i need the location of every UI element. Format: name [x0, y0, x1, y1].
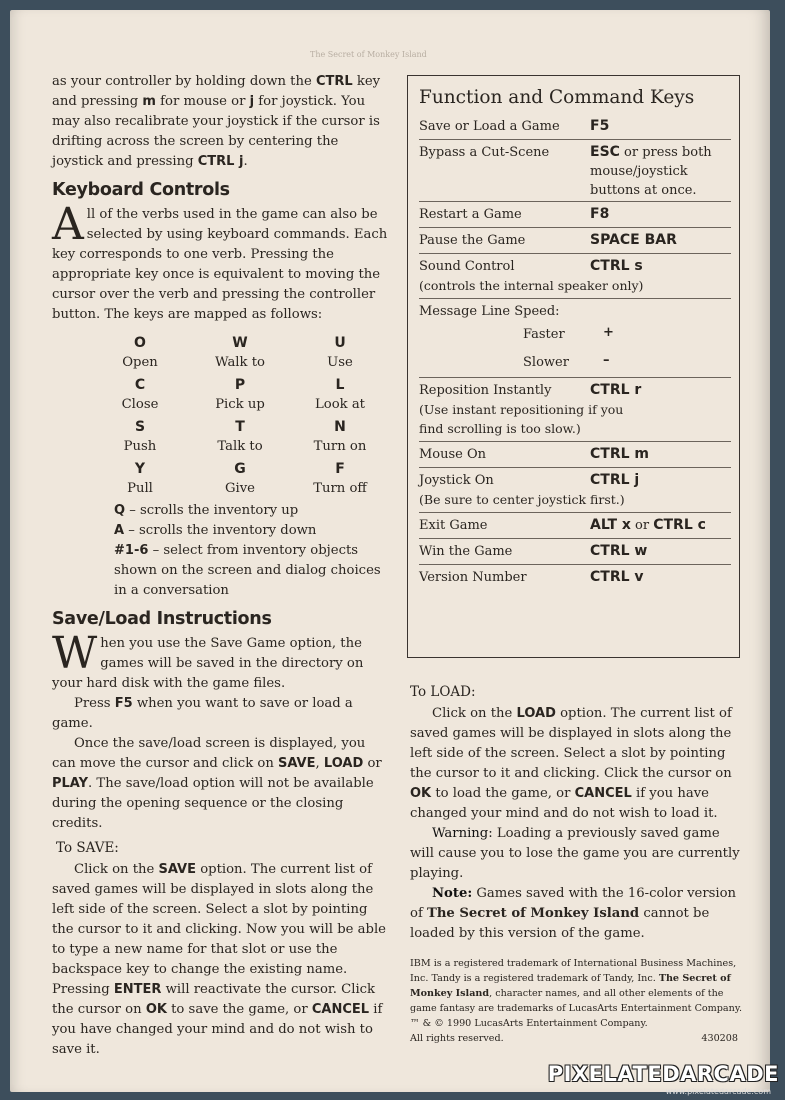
- key-letter: G: [234, 461, 246, 477]
- save-load-f5: Press F5 when you want to save or load a game.: [52, 696, 353, 731]
- cmd-row-message-speed: Message Line Speed: Faster + Slower –: [419, 299, 731, 378]
- note-paragraph: Note: Games saved with the 16-color version of The Secret of Monkey Island cannot be loaded by this version of the game.: [410, 886, 737, 941]
- key-verb: Look at: [315, 397, 365, 412]
- key-mapping-item: [290, 417, 390, 457]
- key-mapping-item: [290, 375, 390, 415]
- save-load-options: Once the save/load screen is displayed, you can move the cursor and click on SAVE, LOAD or PLAY. The save/load option will not be available during the opening sequence or the closing credits.: [52, 736, 382, 831]
- key-mapping-item: [90, 417, 190, 457]
- key-verb: Turn off: [313, 481, 367, 496]
- cmd-row-pause: Pause the Game SPACE BAR: [419, 228, 731, 254]
- key-verb: Close: [121, 397, 159, 412]
- keyboard-controls-heading: Keyboard Controls: [52, 180, 230, 200]
- cmd-row-sound: Sound Control (controls the internal speaker only) CTRL s: [419, 254, 731, 299]
- key-verb: Pick up: [215, 397, 265, 412]
- to-save-body: Click on the SAVE option. The current list of saved games will be displayed in slots along the left side of the screen. Select a slot by pointing the cursor to it and clicking. Now you will be able to type a new name for that slot or use the backspace key to change the existing name. Pressing ENTER will reactivate the cursor. Click the cursor on OK to save the game, or CANCEL if you have changed your mind and do not wish to save it.: [52, 862, 386, 1057]
- key-letter: C: [134, 377, 146, 393]
- to-load-body: Click on the LOAD option. The current list of saved games will be displayed in slots along the left side of the screen. Select a slot by pointing the cursor to it and clicking. Click the cursor on OK to load the game, or CANCEL if you have changed your mind and do not wish to load it.: [410, 706, 732, 821]
- to-load-heading: To LOAD:: [410, 684, 476, 700]
- key-mapping-item: [190, 333, 290, 373]
- save-load-intro: When you use the Save Game option, the games will be saved in the directory on your hard disk with the game files.: [52, 628, 364, 691]
- key-verb: Walk to: [215, 355, 265, 370]
- key-verb: Turn on: [313, 439, 367, 454]
- left-column: [52, 72, 388, 1060]
- to-save-heading: To SAVE:: [56, 840, 119, 856]
- cmd-row-mouse: Mouse On CTRL m: [419, 442, 731, 468]
- key-letter: O: [134, 335, 146, 351]
- watermark-logo: PIXELATEDARCADE: [547, 1062, 779, 1086]
- key-mapping-item: [190, 375, 290, 415]
- cmd-row-joystick: Joystick On (Be sure to center joystick first.) CTRL j: [419, 468, 731, 513]
- key-letter: T: [235, 419, 245, 435]
- key-verb: Push: [123, 439, 157, 454]
- key-letter: N: [334, 419, 346, 435]
- manual-page: [10, 10, 770, 1092]
- drop-cap: W: [52, 628, 98, 679]
- scroll-key-item: A – scrolls the inventory down: [114, 523, 317, 538]
- cmd-row-bypass: Bypass a Cut-Scene ESC or press both mouse/joystick buttons at once.: [419, 140, 731, 202]
- scroll-key-item: Q – scrolls the inventory up: [114, 503, 299, 518]
- key-letter: L: [335, 377, 345, 393]
- key-verb: Talk to: [217, 439, 263, 454]
- save-load-heading: Save/Load Instructions: [52, 609, 272, 629]
- key-mapping-item: [90, 333, 190, 373]
- key-letter: P: [234, 377, 246, 393]
- key-verb: Open: [122, 355, 158, 370]
- legal-notice: IBM is a registered trademark of International Business Machines, Inc. Tandy is a registered trademark of Tandy, Inc. The Secret of Monkey Island, character names, and all other elements of the game fantasy are trademarks of LucasArts Entertainment Company. ™ & © 1990 LucasArts Entertainment Company. All rights reserved. 430208: [410, 958, 743, 1044]
- speed-faster: Faster +: [523, 325, 614, 342]
- warning-paragraph: Warning: Loading a previously saved game will cause you to lose the game you are currently playing.: [410, 826, 740, 881]
- key-letter: U: [334, 335, 346, 351]
- right-column: [410, 678, 746, 1046]
- key-mapping-item: [90, 375, 190, 415]
- key-letter: Y: [134, 461, 146, 477]
- watermark-url: www.pixelatedarcade.com: [665, 1087, 771, 1096]
- key-mapping-grid: [90, 333, 388, 499]
- key-letter: F: [335, 461, 345, 477]
- part-number: 430208: [701, 1033, 738, 1044]
- key-verb: Pull: [127, 481, 153, 496]
- cmd-row-win: Win the Game CTRL w: [419, 539, 731, 565]
- cmd-row-version: Version Number CTRL v: [419, 569, 644, 585]
- cmd-row-exit: Exit Game ALT x or CTRL c: [419, 513, 731, 539]
- cmd-row-restart: Restart a Game F8: [419, 202, 731, 228]
- cmd-row-save: Save or Load a Game F5: [419, 114, 731, 140]
- key-verb: Give: [224, 481, 255, 496]
- command-keys-box: [407, 75, 740, 658]
- scroll-keys-list: [114, 501, 388, 601]
- speed-slower: Slower –: [523, 353, 610, 370]
- command-keys-heading: Function and Command Keys: [419, 87, 695, 108]
- intro-paragraph: as your controller by holding down the CTRL key and pressing m for mouse or j for joystick. You may also recalibrate your joystick if the cursor is drifting across the screen by centering the joystick and pressing CTRL j.: [52, 74, 381, 169]
- key-letter: S: [134, 419, 146, 435]
- key-mapping-item: [190, 459, 290, 499]
- running-header: The Secret of Monkey Island: [310, 50, 427, 59]
- drop-cap: A: [52, 199, 84, 250]
- keyboard-intro: All of the verbs used in the game can also be selected by using keyboard commands. Each key corresponds to one verb. Pressing the appropriate key once is equivalent to moving the cursor over the verb and pressing the controller button. The keys are mapped as follows:: [52, 199, 388, 322]
- key-letter: W: [232, 335, 248, 351]
- scroll-key-item: #1-6 – select from inventory objects shown on the screen and dialog choices in a conversation: [114, 543, 381, 598]
- key-mapping-item: [290, 459, 390, 499]
- key-mapping-item: [190, 417, 290, 457]
- cmd-row-reposition: Reposition Instantly (Use instant repositioning if you find scrolling is too slow.) CTRL r: [419, 378, 731, 442]
- key-verb: Use: [327, 355, 353, 370]
- key-mapping-item: [290, 333, 390, 373]
- key-mapping-item: [90, 459, 190, 499]
